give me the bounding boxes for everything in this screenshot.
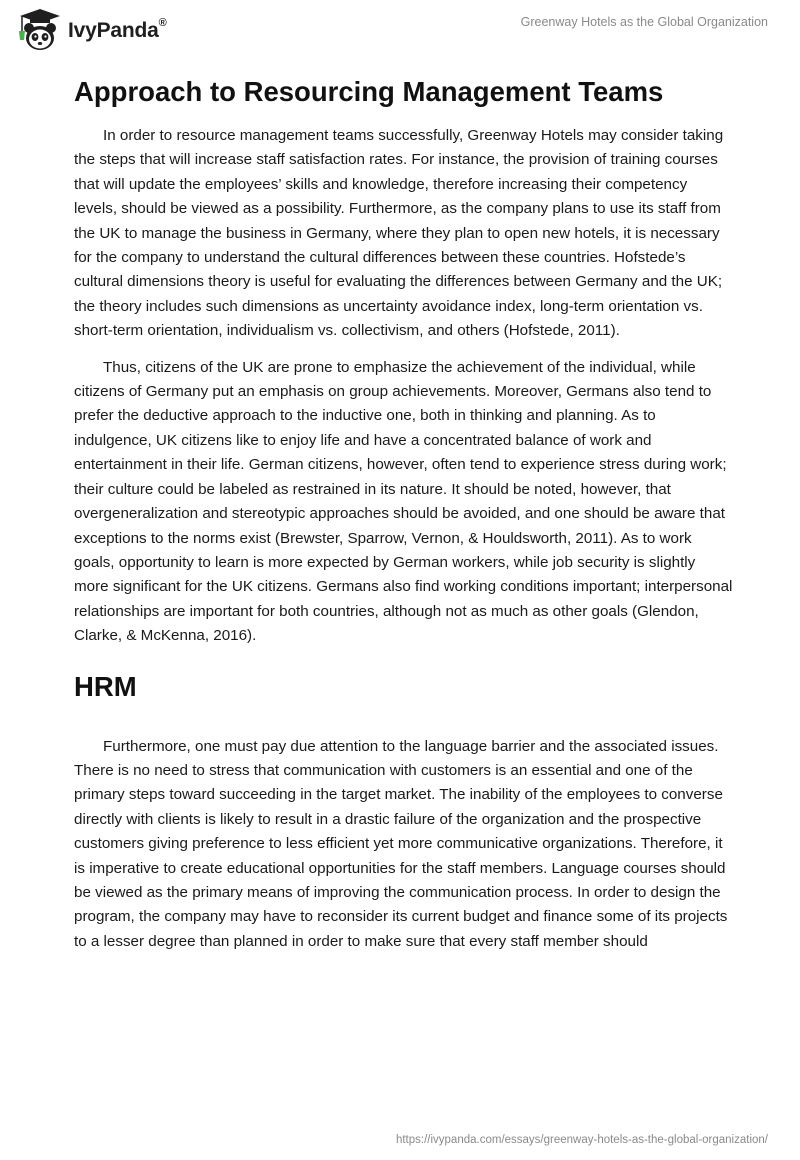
essay-content — [74, 74, 734, 966]
paragraph: Thus, citizens of the UK are prone to emphasize the achievement of the individual, while citizens of Germany put an emphasis on group achievements. Moreover, Germans also tend to prefer the deductive approach to the inductive one, both in thinking and planning. As to indulgence, UK citizens like to enjoy life and have a concentrated balance of work and entertainment in their life. German citizens, however, often tend to experience stress during work; their culture could be labeled as restrained in its nature. It should be noted, however, that overgeneralization and stereotypic approaches should be avoided, and one should be aware that exceptions to the norms exist (Brewster, Sparrow, Vernon, & Houldsworth, 2011). As to work goals, opportunity to learn is more expected by German workers, while job security is slightly more significant for the UK citizens. Germans also find working conditions important; interpersonal relationships are important for both countries, although not as much as other goals (Glendon, Clarke, & McKenna, 2016). — [74, 358, 733, 645]
ivypanda-logo[interactable] — [14, 7, 167, 53]
paragraph: In order to resource management teams successfully, Greenway Hotels may consider taking the steps that will increase staff satisfaction rates. For instance, the provision of training courses that will update the employees’ skills and knowledge, therefore increasing their competency levels, should be viewed as a possibility. Furthermore, as the company plans to use its staff from the UK to manage the business in Germany, where they plan to open new hotels, it is necessary for the company to understand the cultural differences between these countries. Hofstede’s cultural dimensions theory is useful for evaluating the differences between Germany and the UK; the theory includes such dimensions as uncertainty avoidance index, long-term orientation vs. short-term orientation, individualism vs. collectivism, and others (Hofstede, 2011). — [74, 127, 724, 340]
source-url-link[interactable]: https://ivypanda.com/essays/greenway-hotels-as-the-global-organization/ — [395, 1134, 768, 1146]
panda-graduation-cap-logo-icon — [14, 7, 66, 53]
section-heading-resourcing: Approach to Resourcing Management Teams — [74, 76, 664, 107]
document-title: Greenway Hotels as the Global Organization — [520, 15, 768, 29]
page-header — [0, 0, 800, 60]
section-heading-hrm: HRM — [74, 670, 137, 702]
logo-wordmark: IvyPanda® — [68, 17, 167, 42]
paragraph: Furthermore, one must pay due attention to the language barrier and the associated issues. There is no need to stress that communication with customers is an essential and one of the primary steps toward succeeding in the target market. The inability of the employees to converse directly with clients is likely to result in a drastic failure of the organization and the prospective customers giving preference to less efficient yet more communicative organizations. Therefore, it is imperative to create educational opportunities for the staff members. Language courses should be viewed as the primary means of improving the communication process. In order to design the program, the company may have to reconsider its current budget and finance some of its projects to a lesser degree than planned in order to make sure that every staff member should — [74, 737, 728, 950]
